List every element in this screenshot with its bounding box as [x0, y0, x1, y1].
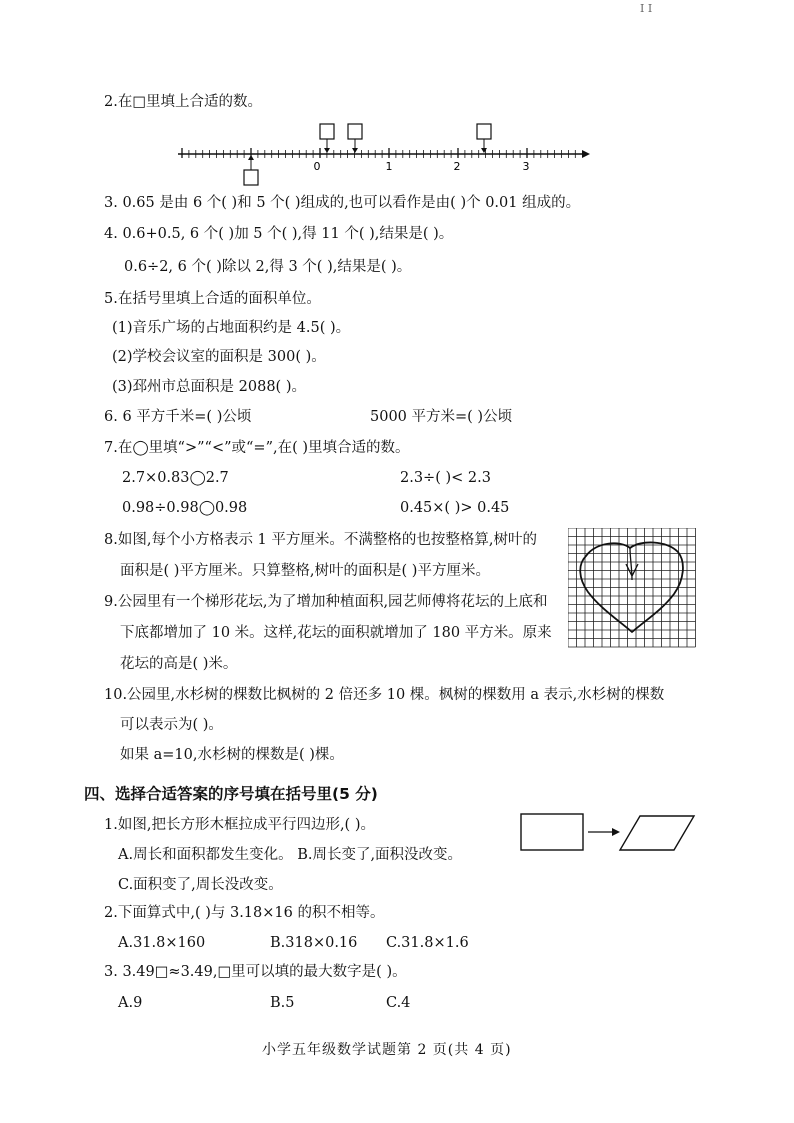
s4-q2-option-b: B.318×0.16 — [270, 935, 358, 951]
answer-box-below-1 — [244, 170, 258, 185]
rectangle-to-parallelogram-figure — [518, 810, 698, 856]
q7-row1-left: 2.7×0.83◯2.7 — [122, 470, 229, 486]
q8-line1: 8.如图,每个小方格表示 1 平方厘米。不满整格的也按整格算,树叶的 — [104, 532, 537, 548]
section-4-title: 四、选择合适答案的序号填在括号里(5 分) — [84, 785, 378, 803]
page-footer: 小学五年级数学试题第 2 页(共 4 页) — [262, 1042, 512, 1058]
s4-q1-stem: 1.如图,把长方形木框拉成平行四边形,( )。 — [104, 817, 375, 833]
tick-label-1: 1 — [385, 160, 393, 173]
page-corner-marks: I I — [640, 2, 653, 15]
rectangle-frame — [521, 814, 583, 850]
q10-line1: 10.公园里,水杉树的棵数比枫树的 2 倍还多 10 棵。枫树的棵数用 a 表示,水杉树的棵数 — [104, 687, 665, 703]
s4-q2-option-c: C.31.8×1.6 — [386, 935, 469, 951]
q9-line1: 9.公园里有一个梯形花坛,为了增加种植面积,园艺师傅将花坛的上底和 — [104, 594, 548, 610]
q8-line2: 面积是( )平方厘米。只算整格,树叶的面积是( )平方厘米。 — [120, 563, 490, 579]
q5-item-2: (2)学校会议室的面积是 300( )。 — [112, 349, 326, 365]
parallelogram-frame — [620, 816, 694, 850]
s4-q3-option-b: B.5 — [270, 995, 295, 1011]
tick-label-3: 3 — [522, 160, 530, 173]
q7-row2-right: 0.45×( )> 0.45 — [400, 500, 510, 516]
q10-line3: 如果 a=10,水杉树的棵数是( )棵。 — [120, 747, 344, 763]
s4-q2-option-a: A.31.8×160 — [118, 935, 206, 951]
q3-text: 3. 0.65 是由 6 个( )和 5 个( )组成的,也可以看作是由( )个 0.01 组成的。 — [104, 195, 581, 211]
q4-line2: 0.6÷2, 6 个( )除以 2,得 3 个( ),结果是( )。 — [124, 259, 412, 275]
tick-label-2: 2 — [453, 160, 461, 173]
leaf-grid-figure — [568, 528, 696, 648]
number-line-figure — [170, 118, 590, 190]
s4-q1-options-2: C.面积变了,周长没改变。 — [118, 877, 283, 893]
q5-text: 5.在括号里填上合适的面积单位。 — [104, 291, 321, 307]
s4-q1-options-1: A.周长和面积都发生变化。 B.周长变了,面积没改变。 — [118, 847, 463, 863]
number-line-minor-ticks — [182, 148, 575, 158]
q10-line2: 可以表示为( )。 — [120, 717, 223, 733]
answer-box-above-3 — [477, 124, 491, 139]
q6-part2: 5000 平方米=( )公顷 — [370, 409, 513, 425]
q6-part1: 6. 6 平方千米=( )公顷 — [104, 409, 252, 425]
q7-text: 7.在◯里填“>”“<”或“=”,在( )里填合适的数。 — [104, 440, 410, 456]
q4-line1: 4. 0.6+0.5, 6 个( )加 5 个( ),得 11 个( ),结果是( )。 — [104, 226, 454, 242]
answer-box-above-2 — [348, 124, 362, 139]
q7-row1-right: 2.3÷( )< 2.3 — [400, 470, 491, 486]
q5-item-1: (1)音乐广场的占地面积约是 4.5( )。 — [112, 320, 351, 336]
q2-text: 2.在□里填上合适的数。 — [104, 94, 263, 110]
answer-box-above-1 — [320, 124, 334, 139]
q5-item-3: (3)邳州市总面积是 2088( )。 — [112, 379, 306, 395]
tick-label-0: 0 — [313, 160, 321, 173]
s4-q3-stem: 3. 3.49□≈3.49,□里可以填的最大数字是( )。 — [104, 964, 407, 980]
s4-q3-option-a: A.9 — [118, 995, 143, 1011]
number-line-arrow — [582, 150, 590, 158]
s4-q2-stem: 2.下面算式中,( )与 3.18×16 的积不相等。 — [104, 905, 385, 921]
q9-line3: 花坛的高是( )米。 — [120, 656, 238, 672]
s4-q3-option-c: C.4 — [386, 995, 411, 1011]
q9-line2: 下底都增加了 10 米。这样,花坛的面积就增加了 180 平方米。原来 — [120, 625, 552, 641]
q7-row2-left: 0.98÷0.98◯0.98 — [122, 500, 248, 516]
